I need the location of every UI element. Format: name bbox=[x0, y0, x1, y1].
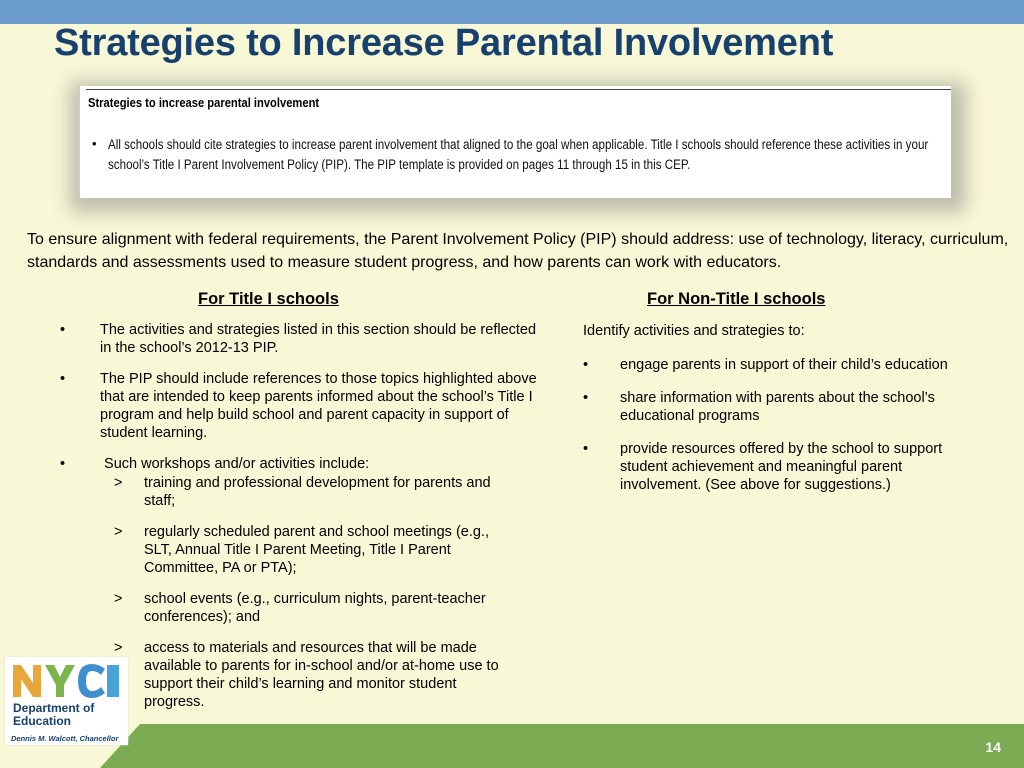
excerpt-rule bbox=[86, 89, 951, 90]
list-item bbox=[583, 389, 983, 425]
arrow-marker-icon: > bbox=[114, 591, 123, 607]
bullet-icon: • bbox=[60, 456, 66, 472]
list-item-text: provide resources offered by the school to support student achievement and meaningful parent involvement. (See above for suggestions.) bbox=[620, 441, 943, 493]
list-item-text: share information with parents about the school’s educational programs bbox=[620, 390, 935, 424]
excerpt-bullet: • bbox=[92, 136, 97, 151]
activities-sublist bbox=[100, 474, 548, 711]
page-number: 14 bbox=[985, 739, 1001, 755]
list-item-text: The PIP should include references to those topics highlighted above that are intended to keep parents informed about the school’s Title I program and help build school and parent capacity in support of student learning. bbox=[100, 371, 537, 441]
bullet-icon: • bbox=[583, 390, 589, 406]
top-accent-bar bbox=[0, 0, 1024, 24]
sub-list-item bbox=[100, 639, 499, 711]
title-i-heading: For Title I schools bbox=[198, 290, 339, 308]
arrow-marker-icon: > bbox=[114, 524, 123, 540]
chancellor-name: Dennis M. Walcott, Chancellor bbox=[11, 734, 119, 743]
nyc-logo-icon bbox=[11, 661, 123, 701]
list-item bbox=[58, 321, 548, 357]
excerpt-heading: Strategies to increase parental involvement bbox=[88, 95, 320, 110]
excerpt-text: All schools should cite strategies to increase parent involvement that aligned to the goal when applicable. Title I schools should reference these activities in your school’s Title I Parent Involvement Policy (PIP). The PIP template is provided on pages 11 through 15 in this CEP. bbox=[108, 137, 929, 172]
list-item bbox=[58, 455, 548, 711]
list-item-text: engage parents in support of their child’s education bbox=[620, 357, 948, 373]
non-title-i-list bbox=[583, 356, 983, 509]
department-name: Department of Education bbox=[13, 701, 95, 728]
title-i-list bbox=[58, 321, 548, 724]
sub-item-text: access to materials and resources that will be made available to parents for in-school and/or at-home use to support their child’s learning and monitor student progress. bbox=[144, 640, 499, 710]
list-item bbox=[583, 356, 983, 374]
sub-list-item bbox=[100, 523, 499, 577]
non-title-i-heading: For Non-Title I schools bbox=[647, 290, 826, 308]
slide-title: Strategies to Increase Parental Involvement bbox=[54, 22, 834, 64]
bottom-accent-bar bbox=[0, 724, 1024, 768]
list-item bbox=[58, 370, 548, 442]
sub-list-item bbox=[100, 474, 499, 510]
sub-list-item bbox=[100, 590, 499, 626]
list-item bbox=[583, 440, 983, 494]
intro-paragraph: To ensure alignment with federal requirements, the Parent Involvement Policy (PIP) should address: use of technology, literacy, curriculum, standards and assessments used to measure student progress, and how parents can work with educators. bbox=[27, 231, 1009, 271]
sub-item-text: school events (e.g., curriculum nights, parent-teacher conferences); and bbox=[144, 591, 486, 625]
bullet-icon: • bbox=[60, 322, 66, 338]
non-title-i-intro: Identify activities and strategies to: bbox=[583, 323, 805, 339]
sub-item-text: training and professional development for parents and staff; bbox=[144, 475, 491, 509]
bullet-icon: • bbox=[60, 371, 66, 387]
excerpt-screenshot bbox=[78, 86, 951, 198]
bullet-icon: • bbox=[583, 441, 589, 457]
arrow-marker-icon: > bbox=[114, 640, 123, 656]
nyc-doe-logo bbox=[5, 657, 128, 745]
arrow-marker-icon: > bbox=[114, 475, 123, 491]
sub-item-text: regularly scheduled parent and school meetings (e.g., SLT, Annual Title I Parent Meeting, Title I Parent Committee, PA or PTA); bbox=[144, 524, 489, 576]
list-item-text: The activities and strategies listed in this section should be reflected in the school’s 2012-13 PIP. bbox=[100, 322, 537, 356]
bullet-icon: • bbox=[583, 357, 589, 373]
list-item-text: Such workshops and/or activities include: bbox=[100, 456, 370, 472]
